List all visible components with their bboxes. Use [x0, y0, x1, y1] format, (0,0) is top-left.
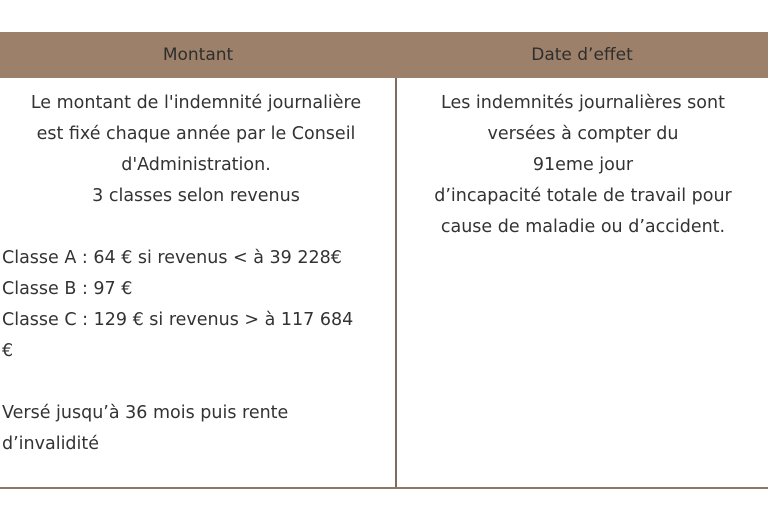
cell-date-effet: [398, 88, 768, 243]
date-effet-line-3: 91eme jour: [532, 155, 634, 175]
table-bottom-border: [0, 487, 768, 489]
montant-intro-line-2: est fixé chaque année par le Conseil: [36, 124, 356, 144]
header-montant: Montant: [162, 45, 234, 65]
date-effet-line-1: Les indemnités journalières sont: [441, 93, 725, 113]
spacer: [0, 367, 392, 398]
classe-a: Classe A : 64 € si revenus < à 39 228€: [2, 248, 342, 268]
classe-c-line-1: Classe C : 129 € si revenus > à 117 684: [2, 310, 354, 330]
date-effet-line-2: versées à compter du: [487, 124, 679, 144]
header-date-effet: Date d’effet: [531, 45, 633, 65]
classe-c-line-2: €: [2, 341, 14, 361]
duree-line-1: Versé jusqu’à 36 mois puis rente: [2, 403, 289, 423]
table-header: [0, 32, 768, 78]
classe-b: Classe B : 97 €: [2, 279, 133, 299]
montant-intro-line-1: Le montant de l'indemnité journalière: [30, 93, 362, 113]
date-effet-line-4: d’incapacité totale de travail pour: [434, 186, 732, 206]
spacer: [0, 212, 392, 243]
montant-intro-line-4: 3 classes selon revenus: [92, 186, 300, 206]
montant-intro-line-3: d'Administration.: [121, 155, 271, 175]
date-effet-line-5: cause de maladie ou d’accident.: [440, 217, 726, 237]
table-body: [0, 78, 768, 487]
duree-line-2: d’invalidité: [2, 434, 100, 454]
indemnity-table: [0, 32, 768, 489]
column-divider: [395, 78, 397, 489]
cell-montant: [0, 88, 392, 460]
